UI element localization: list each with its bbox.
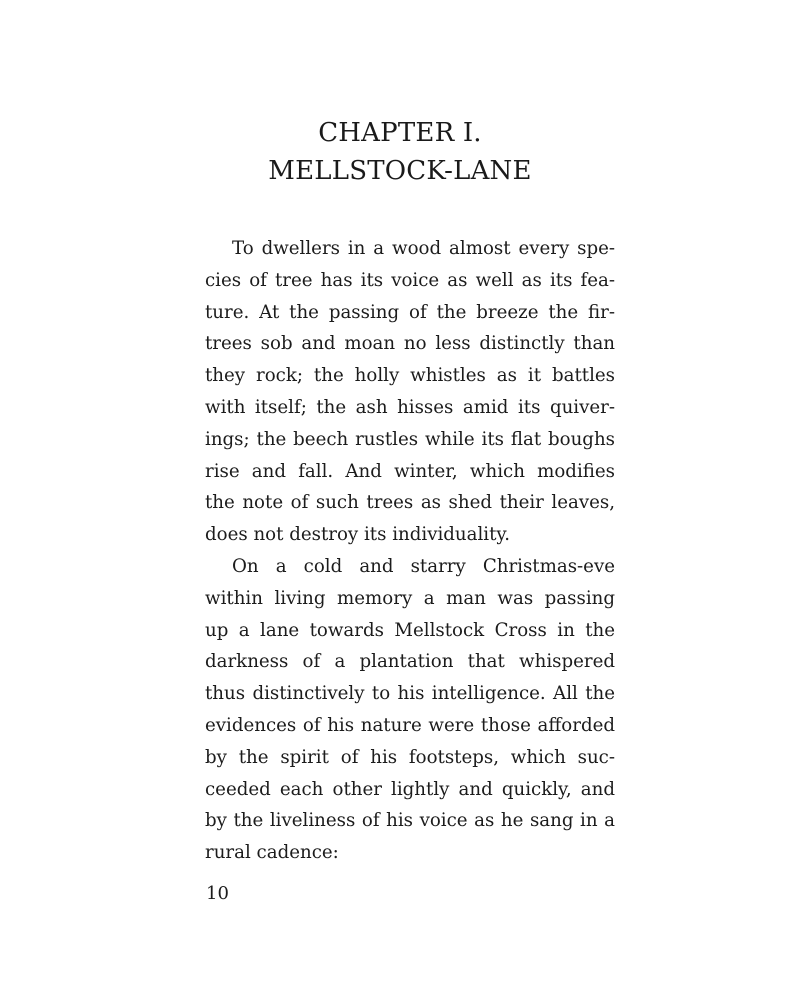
text-line: ceeded each other lightly and quickly, and [205,778,615,800]
paragraph-1 [205,233,615,551]
text-line: within living memory a man was passing [205,587,615,609]
chapter-heading [0,114,800,190]
text-line: by the spirit of his footsteps, which suc- [205,746,615,768]
text-line: with itself; the ash hisses amid its quiver- [205,396,615,418]
text-line: up a lane towards Mellstock Cross in the [205,619,615,641]
text-line: rural cadence: [205,842,339,864]
text-line: they rock; the holly whistles as it battles [205,365,615,387]
text-line: ture. At the passing of the breeze the fir- [205,301,615,323]
text-line: evidences of his nature were those afforded [205,714,615,736]
text-line: does not destroy its individuality. [205,524,511,546]
text-line: To dwellers in a wood almost every spe- [232,238,615,259]
text-line: trees sob and moan no less distinctly than [205,333,615,355]
page-number: 10 [206,883,229,904]
text-line: the note of such trees as shed their leaves, [205,492,615,514]
text-line: cies of tree has its voice as well as its fea- [205,269,615,291]
text-line: rise and fall. And winter, which modifies [205,460,615,482]
text-line: On a cold and starry Christmas-eve [232,555,615,577]
paragraph-2 [205,551,615,869]
text-line: thus distinctively to his intelligence. All the [205,683,615,705]
body-text [205,233,615,869]
chapter-title: MELLSTOCK-LANE [268,156,532,186]
chapter-number: CHAPTER I. [318,118,482,148]
text-line: by the liveliness of his voice as he sang in a [205,810,615,832]
text-line: ings; the beech rustles while its flat boughs [205,428,615,450]
text-line: darkness of a plantation that whispered [205,651,615,673]
